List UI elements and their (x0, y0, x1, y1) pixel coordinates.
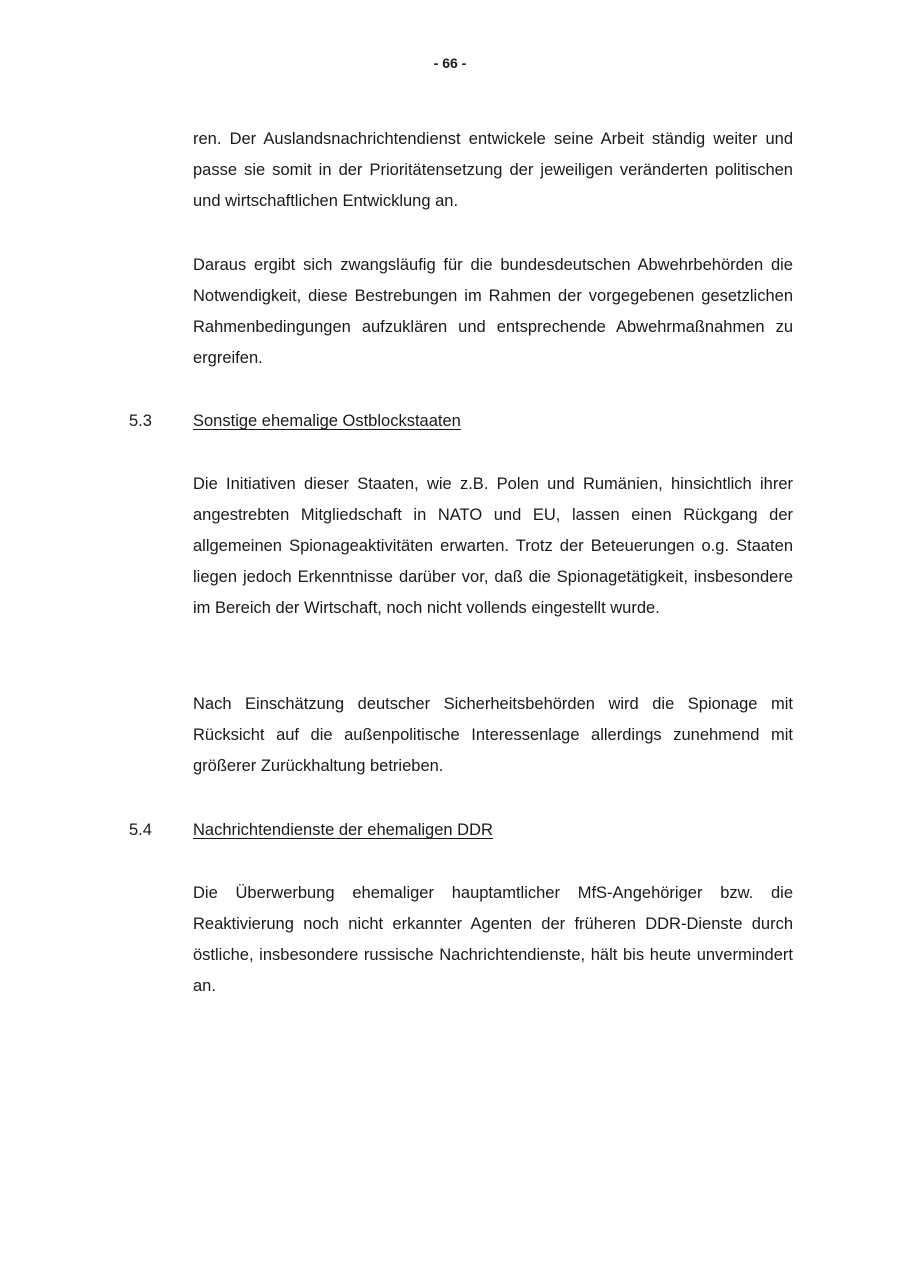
paragraph-abwehr: Daraus ergibt sich zwangsläufig für die bundesdeutschen Abwehrbehörden die Notwendigkeit, diese Bestrebungen im Rahmen der vorgegebenen gesetzlichen Rahmenbedingungen aufzuklären und entsprechende Abwehrmaßnahmen zu ergreifen. (193, 256, 793, 367)
section-5-3-number: 5.3 (129, 412, 152, 430)
section-5-4-title: Nachrichtendienste der ehemaligen DDR (193, 821, 493, 839)
paragraph-einschaetzung: Nach Einschätzung deutscher Sicherheitsbehörden wird die Spionage mit Rücksicht auf die außenpolitische Interessenlage allerdings zunehmend mit größerer Zurückhaltung betrieben. (193, 695, 793, 775)
paragraph-ueberwerbung: Die Überwerbung ehemaliger hauptamtlicher MfS-Angehöriger bzw. die Reaktivierung noch nicht erkannter Agenten der früheren DDR-Dienste durch östliche, insbesondere russische Nachrichtendienste, hält bis heute unvermindert an. (193, 884, 793, 995)
page-number: - 66 - (433, 55, 467, 71)
section-5-4-number: 5.4 (129, 821, 152, 839)
section-5-3-title: Sonstige ehemalige Ostblockstaaten (193, 412, 461, 430)
paragraph-initiativen: Die Initiativen dieser Staaten, wie z.B. Polen und Rumänien, hinsichtlich ihrer angestrebten Mitgliedschaft in NATO und EU, lassen einen Rückgang der allgemeinen Spionageaktivitäten erwarten. Trotz der Beteuerungen o.g. Staaten liegen jedoch Erkenntnisse darüber vor, daß die Spionagetätigkeit, insbesondere im Bereich der Wirtschaft, noch nicht vollends eingestellt wurde. (193, 475, 793, 617)
paragraph-continuation: ren. Der Auslandsnachrichtendienst entwickele seine Arbeit ständig weiter und passe sie somit in der Prioritätensetzung der jeweiligen veränderten politischen und wirtschaftlichen Entwicklung an. (193, 130, 793, 210)
